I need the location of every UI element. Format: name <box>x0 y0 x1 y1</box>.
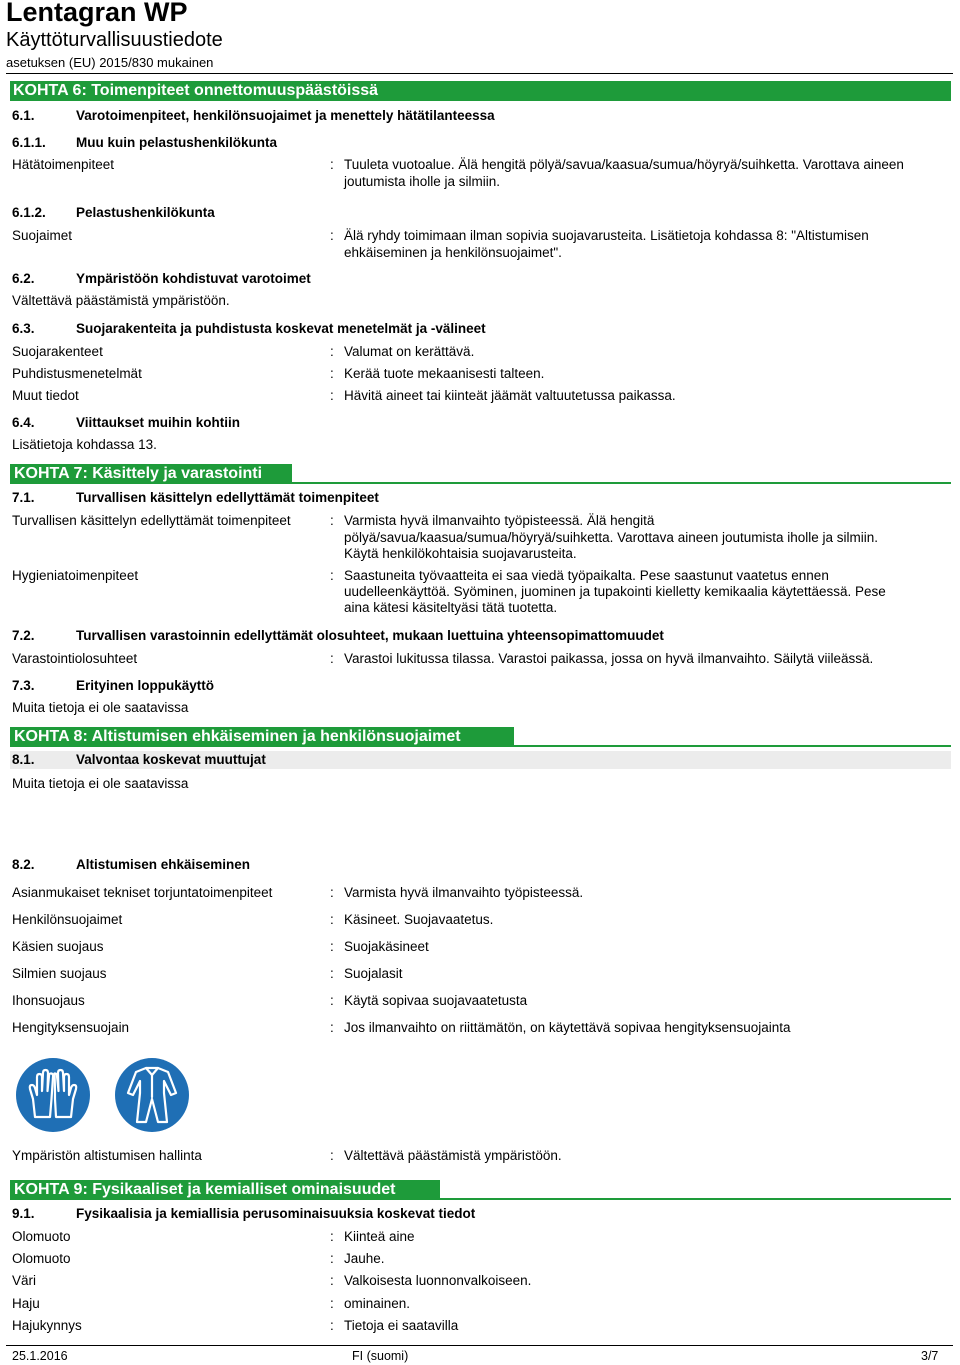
colon: : <box>330 651 334 666</box>
subsection-6-2: 6.2. Ympäristöön kohdistuvat varotoimet <box>12 271 311 286</box>
colon: : <box>330 1148 334 1163</box>
field-value: Käsineet. Suojavaatetus. <box>344 912 494 927</box>
field-label: Hengityksensuojain <box>12 1020 130 1035</box>
colon: : <box>330 993 334 1008</box>
section-8-rule <box>10 745 951 747</box>
field-value: Varmista hyvä ilmanvaihto työpisteessä. <box>344 885 584 900</box>
section-9-header: KOHTA 9: Fysikaaliset ja kemialliset ominaisuudet <box>10 1180 440 1200</box>
field-value: Suojalasit <box>344 966 403 981</box>
field-value: Tuuleta vuotoalue. Älä hengitä pölyä/savua/kaasua/sumua/höyryä/suihketta. Varottava aineen <box>344 157 904 172</box>
field-value: ehkäiseminen ja henkilönsuojaimet". <box>344 245 562 260</box>
footer-date: 25.1.2016 <box>12 1349 68 1363</box>
document-type: Käyttöturvallisuustiedote <box>6 29 223 51</box>
field-value: Varmista hyvä ilmanvaihto työpisteessä. Älä hengitä <box>344 513 655 528</box>
field-value: pölyä/savua/kaasua/sumua/höyryä/suihketta. Varottava aineen joutumista iholle ja silmiin. <box>344 530 879 545</box>
section-7-header: KOHTA 7: Käsittely ja varastointi <box>10 464 292 484</box>
colon: : <box>330 1251 334 1266</box>
subsection-6-1: 6.1. Varotoimenpiteet, henkilönsuojaimet ja menettely hätätilanteessa <box>12 108 495 123</box>
field-value: Saastuneita työvaatteita ei saa viedä työpaikalta. Pese saastunut vaatetus ennen <box>344 568 829 583</box>
field-label: Väri <box>12 1273 37 1288</box>
colon: : <box>330 568 334 583</box>
colon: : <box>330 388 334 403</box>
field-label: Muut tiedot <box>12 388 79 403</box>
field-label: Hajukynnys <box>12 1318 82 1333</box>
field-value: Kerää tuote mekaanisesti talteen. <box>344 366 545 381</box>
field-value: Hävitä aineet tai kiinteät jäämät valtuutetussa paikassa. <box>344 388 676 403</box>
field-label: Hätätoimenpiteet <box>12 157 115 172</box>
field-label: Suojarakenteet <box>12 344 103 359</box>
field-value: aina kätesi käsiteltyäsi tätä tuotetta. <box>344 600 558 615</box>
subsection-6-4: 6.4. Viittaukset muihin kohtiin <box>12 415 241 430</box>
protective-clothing-icon <box>112 1055 192 1135</box>
subsection-8-1: 8.1. Valvontaa koskevat muuttujat <box>12 752 266 767</box>
field-label: Haju <box>12 1296 40 1311</box>
paragraph: Muita tietoja ei ole saatavissa <box>12 776 189 791</box>
field-label: Olomuoto <box>12 1229 71 1244</box>
field-value: Varastoi lukitussa tilassa. Varastoi paikassa, jossa on hyvä ilmanvaihto. Säilytä viileässä. <box>344 651 874 666</box>
colon: : <box>330 1273 334 1288</box>
colon: : <box>330 344 334 359</box>
colon: : <box>330 366 334 381</box>
footer-page-number: 3/7 <box>921 1349 939 1363</box>
subsection-6-3: 6.3. Suojarakenteita ja puhdistusta koskevat menetelmät ja -välineet <box>12 321 486 336</box>
field-value: Valkoisesta luonnonvalkoiseen. <box>344 1273 532 1288</box>
field-label: Henkilönsuojaimet <box>12 912 123 927</box>
colon: : <box>330 157 334 172</box>
field-label: Turvallisen käsittelyn edellyttämät toimenpiteet <box>12 513 291 528</box>
colon: : <box>330 1296 334 1311</box>
field-label: Käsien suojaus <box>12 939 104 954</box>
section-8-header: KOHTA 8: Altistumisen ehkäiseminen ja henkilönsuojaimet <box>10 727 514 747</box>
colon: : <box>330 1020 334 1035</box>
field-value: Kiinteä aine <box>344 1229 415 1244</box>
field-value: Jauhe. <box>344 1251 385 1266</box>
colon: : <box>330 228 334 243</box>
field-label: Silmien suojaus <box>12 966 107 981</box>
field-value: Jos ilmanvaihto on riittämätön, on käytettävä sopivaa hengityksensuojainta <box>344 1020 791 1035</box>
colon: : <box>330 939 334 954</box>
field-value: Tietoja ei saatavilla <box>344 1318 459 1333</box>
field-label: Ihonsuojaus <box>12 993 85 1008</box>
field-label: Varastointiolosuhteet <box>12 651 138 666</box>
colon: : <box>330 1229 334 1244</box>
field-value: Suojakäsineet <box>344 939 429 954</box>
subsection-8-2: 8.2. Altistumisen ehkäiseminen <box>12 857 251 872</box>
field-value: uudelleenkäyttöä. Syöminen, juominen ja tupakointi kielletty kemikaalia käytettäessä. Pese <box>344 584 886 599</box>
colon: : <box>330 513 334 528</box>
section-9-rule <box>10 1198 951 1200</box>
subsection-9-1: 9.1. Fysikaalisia ja kemiallisia perusominaisuuksia koskevat tiedot <box>12 1206 476 1221</box>
paragraph: Muita tietoja ei ole saatavissa <box>12 700 189 715</box>
field-value: ominainen. <box>344 1296 411 1311</box>
subsection-7-1: 7.1. Turvallisen käsittelyn edellyttämät toimenpiteet <box>12 490 379 505</box>
colon: : <box>330 912 334 927</box>
paragraph: Vältettävä päästämistä ympäristöön. <box>12 293 230 308</box>
colon: : <box>330 1318 334 1333</box>
regulation-text: asetuksen (EU) 2015/830 mukainen <box>6 55 214 70</box>
product-name: Lentagran WP <box>6 0 188 27</box>
field-value: joutumista iholle ja silmiin. <box>344 174 501 189</box>
header-divider <box>6 73 953 74</box>
section-6-header: KOHTA 6: Toimenpiteet onnettomuuspäästöissä <box>10 81 951 101</box>
field-label: Olomuoto <box>12 1251 71 1266</box>
field-label: Puhdistusmenetelmät <box>12 366 142 381</box>
field-value: Vältettävä päästämistä ympäristöön. <box>344 1148 562 1163</box>
field-value: Älä ryhdy toimimaan ilman sopivia suojavarusteita. Lisätietoja kohdassa 8: "Altistumisen <box>344 228 869 243</box>
gloves-icon <box>13 1055 93 1135</box>
subsection-7-2: 7.2. Turvallisen varastoinnin edellyttämät olosuhteet, mukaan luettuina yhteensopimattomuudet <box>12 628 664 643</box>
colon: : <box>330 885 334 900</box>
field-value: Käytä sopivaa suojavaatetusta <box>344 993 528 1008</box>
subsection-7-3: 7.3. Erityinen loppukäyttö <box>12 678 215 693</box>
field-label: Ympäristön altistumisen hallinta <box>12 1148 202 1163</box>
paragraph: Lisätietoja kohdassa 13. <box>12 437 157 452</box>
field-label: Suojaimet <box>12 228 73 243</box>
subsection-6-1-1: 6.1.1. Muu kuin pelastushenkilökunta <box>12 135 278 150</box>
section-7-rule <box>10 482 951 484</box>
field-label: Asianmukaiset tekniset torjuntatoimenpiteet <box>12 885 273 900</box>
footer-language: FI (suomi) <box>352 1349 409 1363</box>
field-value: Valumat on kerättävä. <box>344 344 475 359</box>
footer-divider <box>6 1345 953 1346</box>
subsection-6-1-2: 6.1.2. Pelastushenkilökunta <box>12 205 215 220</box>
colon: : <box>330 966 334 981</box>
field-label: Hygieniatoimenpiteet <box>12 568 139 583</box>
field-value: Käytä henkilökohtaisia suojavarusteita. <box>344 546 577 561</box>
